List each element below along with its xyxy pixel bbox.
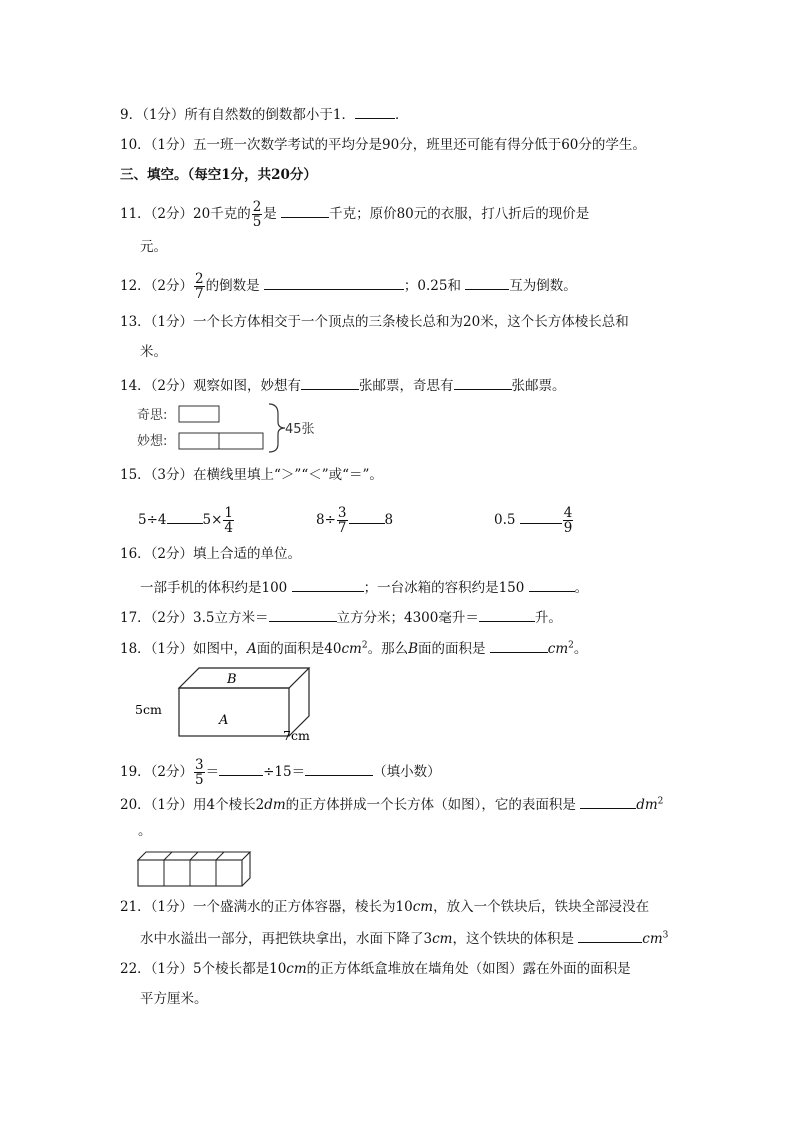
face-b-label: B [227,672,237,687]
label-miaoxiang: 妙想: [137,434,168,449]
question-9: 9．（1分）所有自然数的倒数都小于1． ． [120,104,409,124]
answer-blank[interactable] [490,638,548,653]
question-13-cont: 米。 [140,344,167,360]
question-22-cont: 平方厘米。 [140,991,208,1007]
qisi-bar [179,406,219,422]
question-20: 20．（1分）用4个棱长2dm的正方体拼成一个长方体（如图），它的表面积是 $dm^2$ [120,794,663,814]
brace-icon [269,404,285,452]
answer-blank[interactable] [349,509,385,524]
answer-blank[interactable] [264,275,404,290]
face-a-label: A [219,713,229,728]
miaoxiang-bar-2 [219,433,263,449]
question-16: 16．（2分）填上合适的单位。 [120,546,302,562]
question-13: 13．（1分）一个长方体相交于一个顶点的三条棱长总和为20米，这个长方体棱长总和 [120,314,629,330]
question-22: 22．（1分）5个棱长都是10cm的正方体纸盒堆放在墙角处（如图）露在外面的面积是 [120,961,631,977]
answer-blank[interactable] [520,509,562,524]
answer-blank[interactable] [580,794,636,809]
question-20-cont: 。 [138,823,152,839]
height-label: 5cm [135,702,162,717]
cuboid-figure [133,664,323,744]
answer-blank[interactable] [454,375,512,390]
answer-blank[interactable] [219,761,263,776]
question-16-body: 一部手机的体积约是100 ；一台冰箱的容积约是150 。 [140,577,588,597]
answer-blank[interactable] [281,203,329,218]
question-11: 11．（2分）20千克的 $\frac{2}{5}$ 是 千克；原价80元的衣服，打八折后的现价是 [120,199,590,230]
answer-blank[interactable] [355,104,395,119]
compare-1: 5÷4 5× $\frac{1}{4}$ [138,505,233,536]
fraction: $\frac{2}{7}$ [195,271,204,302]
answer-blank[interactable] [479,607,535,622]
section-heading: 三、填空。（每空1分，共20分） [120,167,317,183]
total-label: 45张 [285,422,315,437]
answer-blank[interactable] [305,761,373,776]
answer-blank[interactable] [292,577,364,592]
answer-blank[interactable] [301,375,359,390]
question-21: 21．（1分）一个盛满水的正方体容器，棱长为10cm，放入一个铁块后，铁块全部浸没在 [120,899,650,915]
answer-blank[interactable] [167,509,203,524]
question-12: 12．（2分） $\frac{2}{7}$ 的倒数是 ；0.25和 互为倒数。 [120,271,577,302]
question-15: 15．（3分）在横线里填上“＞”“＜”或“＝”。 [120,467,383,483]
question-19: 19．（2分） $\frac{3}{5}$ ＝ ÷15＝ （填小数） [120,757,441,788]
fraction: $\frac{3}{5}$ [195,757,204,788]
cubes-figure [136,850,256,890]
fraction: $\frac{2}{5}$ [252,199,262,230]
compare-2: 8÷ $\frac{3}{7}$ 8 [316,505,394,536]
question-11-cont: 元。 [140,239,167,255]
fraction: $\frac{1}{4}$ [224,505,233,536]
question-14: 14．（2分）观察如图，妙想有 张邮票，奇思有 张邮票。 [120,375,566,395]
question-10: 10．（1分）五一班一次数学考试的平均分是90分，班里还可能有得分低于60分的学生。 [120,137,646,153]
answer-blank[interactable] [578,928,642,943]
width-label: 7cm [283,728,310,743]
compare-3: 0.5 $\frac{4}{9}$ [494,505,573,536]
fraction: $\frac{4}{9}$ [563,505,573,536]
question-18: 18．（1分）如图中，A面的面积是$40cm^2$。那么B面的面积是 $cm^2$。 [120,638,587,658]
stamp-diagram [135,400,335,456]
fraction: $\frac{3}{7}$ [337,505,347,536]
question-17: 17．（2分）3.5立方米＝ 立方分米；4300毫升＝ 升。 [120,607,562,627]
answer-blank[interactable] [465,275,509,290]
miaoxiang-bar-1 [179,433,219,449]
label-qisi: 奇思: [137,408,168,423]
question-21-cont: 水中水溢出一部分，再把铁块拿出，水面下降了3cm，这个铁块的体积是 $cm^3$ [140,928,668,948]
answer-blank[interactable] [269,607,337,622]
answer-blank[interactable] [529,577,575,592]
